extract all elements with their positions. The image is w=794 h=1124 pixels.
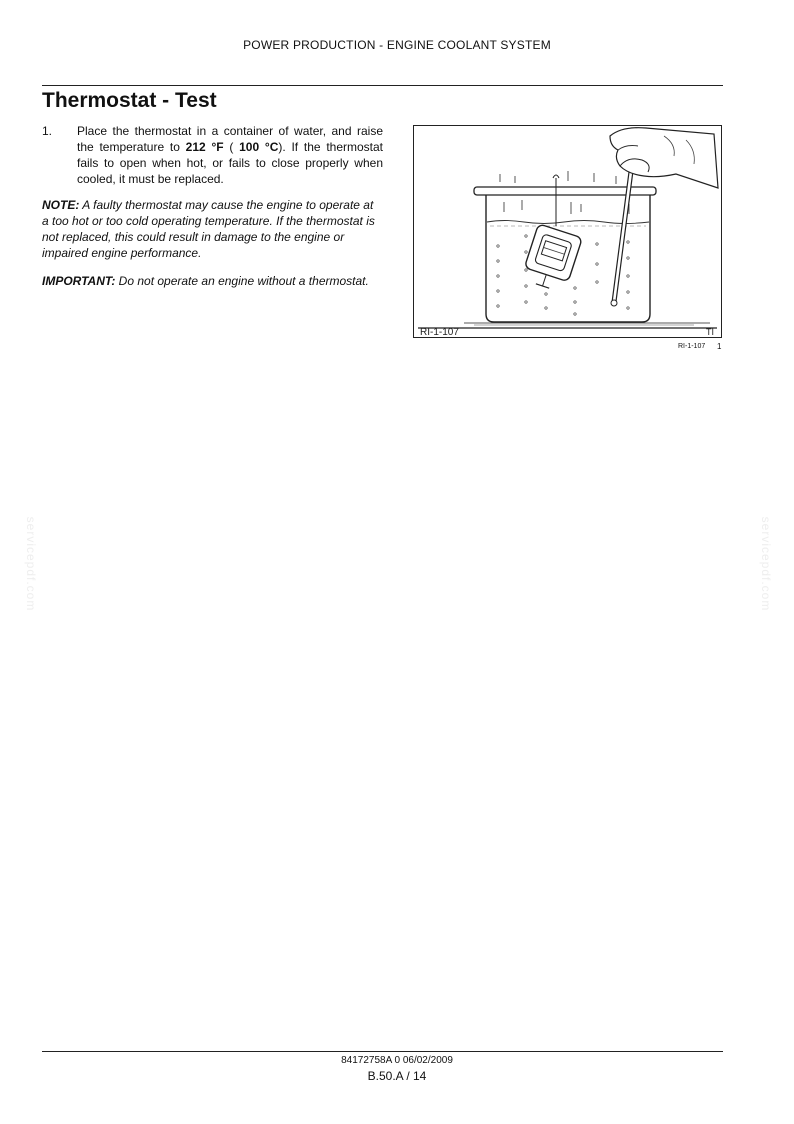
thermostat-in-water-illustration: [414, 126, 721, 337]
important-label: IMPORTANT:: [42, 274, 116, 288]
thermostat-test-figure: [413, 125, 722, 338]
temperature-celsius: 100 °C: [239, 140, 279, 154]
note-text: A faulty thermostat may cause the engine to operate at a too hot or too cold operating temperature. If the thermostat is not replaced, this could result in damage to the engine or impaired engine performance.: [42, 198, 375, 260]
note-paragraph: [42, 197, 383, 261]
footer-rule: [42, 1051, 723, 1052]
note-label: NOTE:: [42, 198, 80, 212]
step-text-part: Place the thermostat in a container of water, and raise the temperature to: [77, 124, 383, 154]
figure-inner-tag: TI: [706, 327, 714, 337]
step-1: [42, 123, 383, 187]
step-number: 1.: [42, 124, 53, 138]
document-code: 84172758A 0 06/02/2009: [341, 1055, 453, 1066]
instructions-column: [42, 123, 383, 301]
page-number: B.50.A / 14: [367, 1069, 427, 1083]
figure-number: 1: [717, 342, 722, 351]
step-text-part: ). If the thermostat fails to open when hot, or fails to close properly when cooled, it must be replaced.: [77, 140, 384, 186]
step-text: [77, 123, 383, 187]
figure-inner-code: RI-1-107: [420, 327, 459, 337]
watermark-right: servicepdf.com: [759, 516, 773, 612]
step-text-part: (: [223, 140, 240, 154]
watermark-left: servicepdf.com: [24, 516, 38, 612]
figure-reference: RI-1-107: [678, 343, 706, 350]
important-paragraph: [42, 273, 383, 289]
important-text: Do not operate an engine without a thermostat.: [118, 274, 369, 288]
running-header: POWER PRODUCTION - ENGINE COOLANT SYSTEM: [243, 38, 551, 52]
header-rule: [42, 85, 723, 86]
temperature-fahrenheit: 212 °F: [185, 140, 224, 154]
page-title: Thermostat - Test: [42, 89, 217, 112]
